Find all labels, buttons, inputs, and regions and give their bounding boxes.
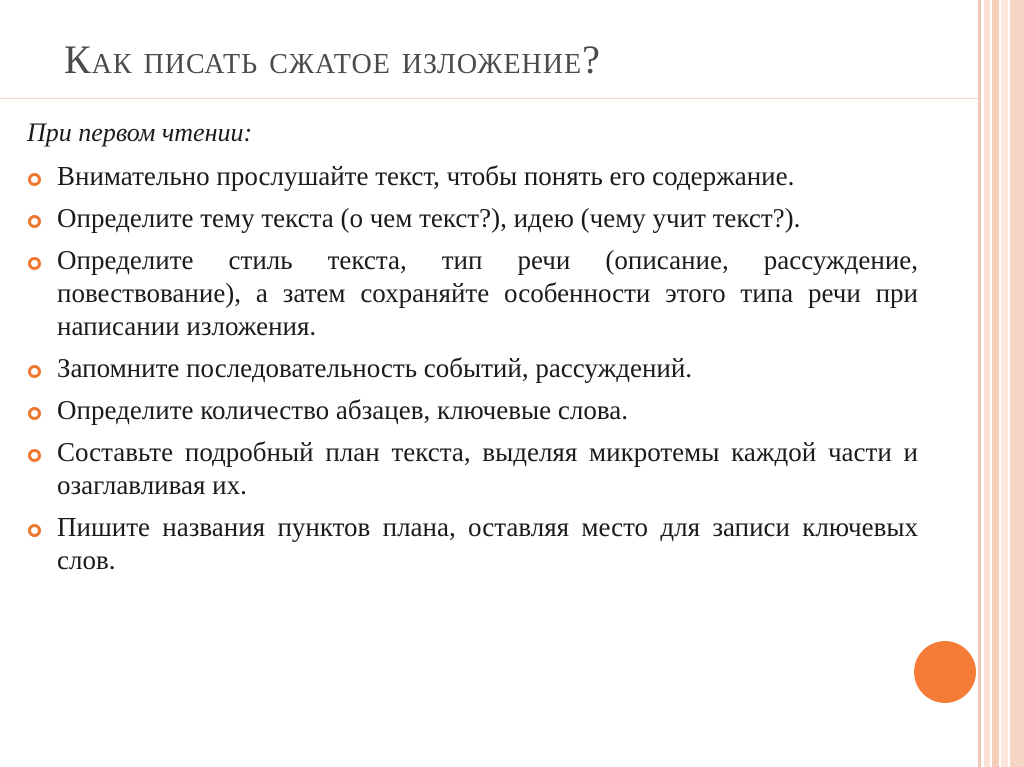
list-item-text: Внимательно прослушайте текст, чтобы понять его содержание. <box>57 161 795 191</box>
list-item <box>26 394 918 427</box>
decorative-stripe <box>978 0 981 767</box>
list-item <box>26 436 918 502</box>
decorative-stripe <box>992 0 999 767</box>
title-divider <box>0 98 978 99</box>
list-item <box>26 352 918 385</box>
list-item <box>26 244 918 343</box>
bullet-icon <box>28 524 41 537</box>
list-item <box>26 202 918 235</box>
list-item-text: Составьте подробный план текста, выделяя микротемы каждой части и озаглавливая их. <box>57 437 918 500</box>
bullet-icon <box>28 173 41 186</box>
intro-text: При первом чтении: <box>27 118 253 147</box>
list-item-text: Определите тему текста (о чем текст?), идею (чему учит текст?). <box>57 203 801 233</box>
bullet-icon <box>28 449 41 462</box>
list-item-text: Пишите названия пунктов плана, оставляя место для записи ключевых слов. <box>57 512 918 575</box>
decorative-stripe <box>1001 0 1008 767</box>
list-item <box>26 511 918 577</box>
slide-title: Как писать сжатое изложение? <box>64 37 601 82</box>
list-item-text: Определите стиль текста, тип речи (описание, рассуждение, повествование), а затем сохраняйте особенности этого типа речи при написании изложения. <box>57 245 918 341</box>
bullet-icon <box>28 215 41 228</box>
list-item-text: Определите количество абзацев, ключевые слова. <box>57 395 628 425</box>
decorative-stripe <box>984 0 990 767</box>
list-item-text: Запомните последовательность событий, рассуждений. <box>57 353 693 383</box>
bullet-list <box>26 160 918 586</box>
bullet-icon <box>28 407 41 420</box>
bullet-icon <box>28 257 41 270</box>
list-item <box>26 160 918 193</box>
bullet-icon <box>28 365 41 378</box>
decorative-stripe <box>1010 0 1024 767</box>
decorative-circle <box>914 641 976 703</box>
